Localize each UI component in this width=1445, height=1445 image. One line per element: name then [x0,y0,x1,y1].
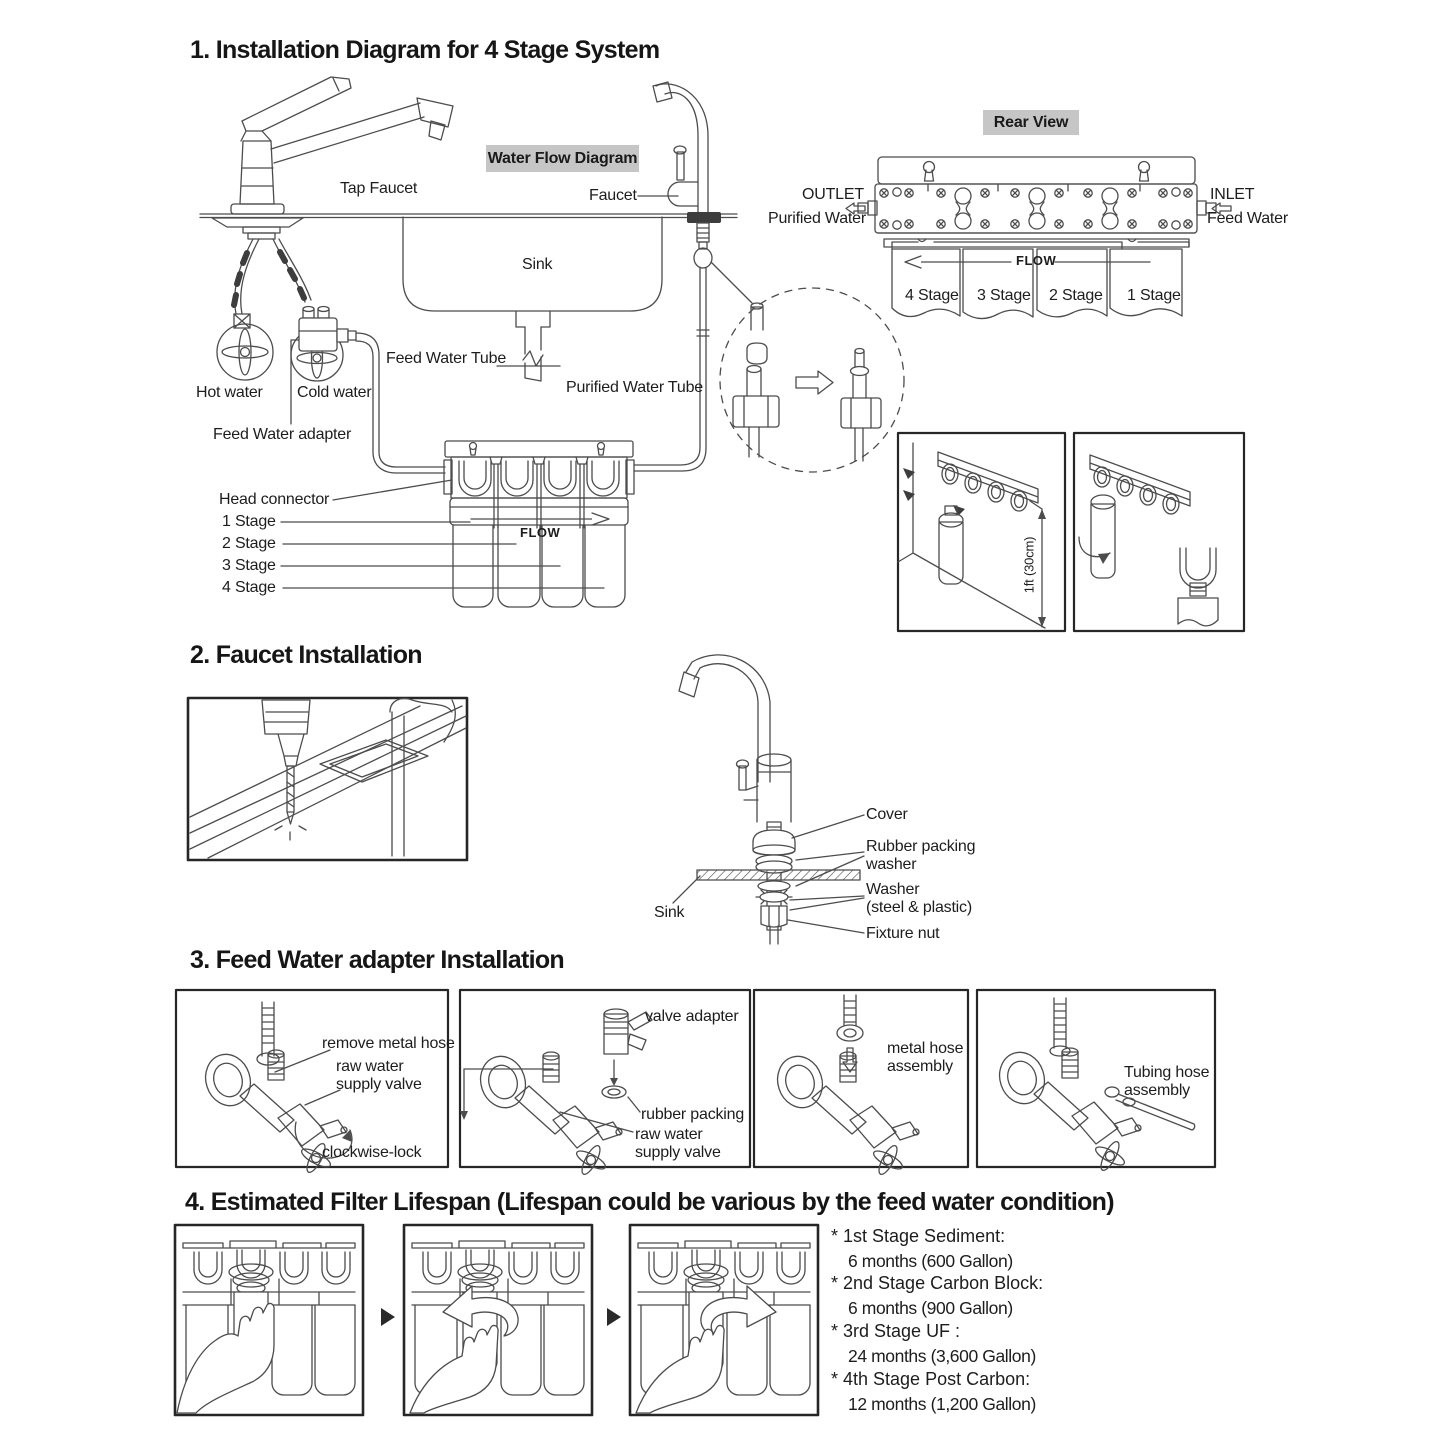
drill-panel [188,698,467,860]
filter-unit-front-drawing [444,441,634,607]
purified-water-label: Purified Water [768,210,866,227]
stage2-label: 2 Stage [222,535,276,552]
washer-label-1: Washer [866,881,920,898]
metal-hose-assembly-label-1: metal hose [887,1040,964,1057]
fixture-nut-label: Fixture nut [866,925,940,942]
filtered-faucet-drawing [634,82,721,471]
lifespan-name: * 3rd Stage UF : [831,1321,961,1341]
faucet-mount-drawing [212,218,303,239]
rear-stage2-label: 2 Stage [1049,287,1103,304]
lifespan-item-1 [831,1226,1013,1272]
rear-stage4-label: 4 Stage [905,287,959,304]
feed-water-tube-label: Feed Water Tube [386,350,507,367]
rear-view-badge: Rear View [983,110,1079,135]
raw-water-label-2b: supply valve [635,1144,721,1161]
feed-water-label: Feed Water [1207,210,1288,227]
bowtie-bosses [937,188,1136,229]
hand-grip [177,1303,274,1413]
lifespan-item-3 [831,1321,1036,1367]
tap-faucet-label: Tap Faucet [340,180,418,197]
section2-title: 2. Faucet Installation [190,641,422,669]
height-note-label: 1ft (30cm) [1021,536,1037,594]
sink-label: Sink [522,256,553,273]
cold-water-label: Cold water [297,384,372,401]
outlet-label: OUTLET [802,186,864,203]
metal-hose-assembly-label-2: assembly [887,1058,953,1075]
section1-title: 1. Installation Diagram for 4 Stage System [190,36,660,64]
cover-label: Cover [866,806,908,823]
lifespan-value: 6 months (900 Gallon) [848,1298,1013,1318]
hot-water-label: Hot water [196,384,263,401]
inlet-label: INLET [1210,186,1255,203]
counter-line [200,214,737,218]
purified-water-tube-label: Purified Water Tube [566,379,704,396]
raw-water-label-2a: raw water [635,1126,703,1143]
rubber-packing-label-1: Rubber packing [866,838,976,855]
filter-replace-panels [175,1225,818,1415]
faucet-label: Faucet [589,187,637,204]
rubber-packing-label: rubber packing [641,1106,745,1123]
washer-label-2: (steel & plastic) [866,899,972,916]
rear-stage3-label: 3 Stage [977,287,1031,304]
raw-water-label-1a: raw water [336,1058,404,1075]
section4-title: 4. Estimated Filter Lifespan (Lifespan could be various by the feed water condition) [185,1188,1114,1216]
flow-front-label: FLOW [520,525,561,540]
rubber-packing-label-2: washer [866,856,917,873]
hand-grip-3 [636,1325,724,1413]
rear-stage1-label: 1 Stage [1127,287,1181,304]
valve-adapter-label: valve adapter [645,1008,739,1025]
feed-water-adapter-drawing [299,307,356,352]
section3-title: 3. Feed Water adapter Installation [190,946,564,974]
valve-panel-3 [754,990,968,1177]
feed-water-adapter-label: Feed Water adapter [213,426,352,443]
remove-metal-hose-label: remove metal hose [322,1035,455,1052]
stage3-label: 3 Stage [222,557,276,574]
lifespan-item-4 [831,1369,1036,1415]
lifespan-value: 24 months (3,600 Gallon) [848,1346,1036,1366]
faucet-parts-drawing [673,655,864,944]
raw-water-label-1b: supply valve [336,1076,422,1093]
fitting-detail-circle-drawing [720,288,904,472]
lifespan-name: * 1st Stage Sediment: [831,1226,1006,1246]
hand-grip-2 [410,1325,498,1413]
bracket-mounting-panel [898,433,1065,631]
flow-rear-label: FLOW [1016,253,1057,268]
lifespan-item-2 [831,1273,1043,1319]
sink2-label: Sink [654,904,685,921]
stage1-label: 1 Stage [222,513,276,530]
water-flow-diagram-badge: Water Flow Diagram [486,145,639,172]
lifespan-value: 6 months (600 Gallon) [848,1251,1013,1271]
hot-cold-hoses-drawing [234,239,311,314]
lifespan-value: 12 months (1,200 Gallon) [848,1394,1036,1414]
cartridge-attach-panel [1074,433,1244,631]
clockwise-lock-label: clockwise-lock [322,1144,422,1161]
tubing-hose-assembly-label-1: Tubing hose [1124,1064,1210,1081]
lifespan-name: * 2nd Stage Carbon Block: [831,1273,1044,1293]
stage4-label: 4 Stage [222,579,276,596]
lifespan-name: * 4th Stage Post Carbon: [831,1369,1031,1389]
tubing-hose-assembly-label-2: assembly [1124,1082,1190,1099]
hot-water-valve-drawing [217,314,273,380]
head-connector-label: Head connector [219,491,330,508]
